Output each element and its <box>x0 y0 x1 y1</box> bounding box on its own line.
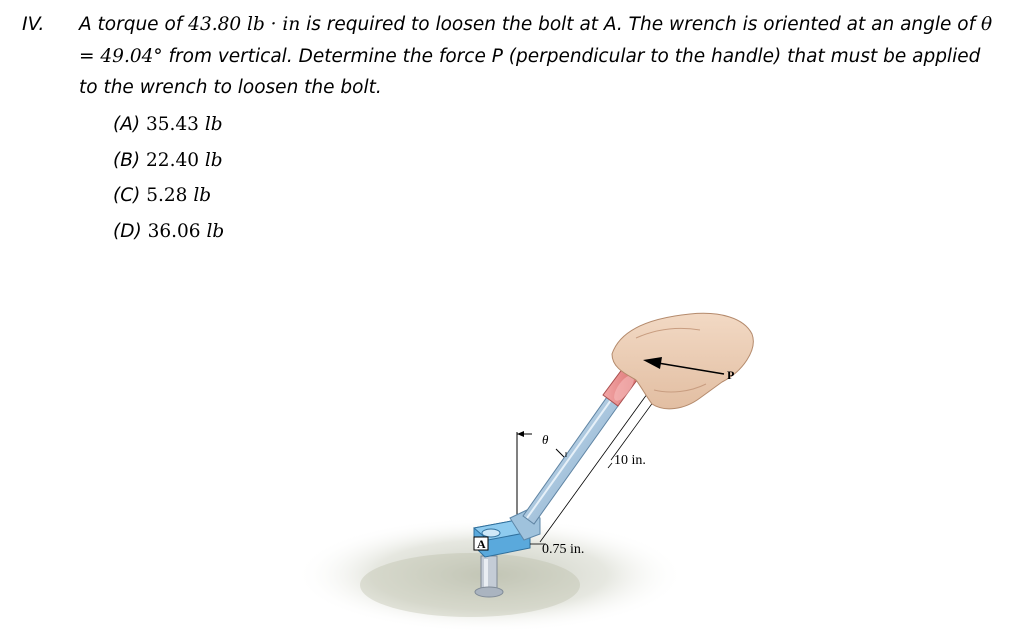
force-label: P <box>727 368 735 382</box>
question-number: IV. <box>22 13 45 35</box>
point-a-label: A <box>477 537 486 551</box>
choice-label: (D) <box>113 220 142 242</box>
theta-symbol: θ <box>981 14 993 35</box>
wrench-figure <box>290 290 770 635</box>
choice-unit: lb <box>204 149 223 171</box>
answer-choices <box>113 111 224 253</box>
choice-unit: lb <box>204 114 223 135</box>
handle-length-label: 10 in. <box>614 453 646 468</box>
choice-d[interactable] <box>113 218 224 254</box>
torque-value: 43.80 <box>188 14 242 35</box>
floor-shadow-inner <box>360 553 580 617</box>
torque-unit: lb · in <box>247 14 301 35</box>
reference-arrowhead <box>517 431 524 437</box>
hand <box>612 313 753 408</box>
choice-b[interactable] <box>113 147 224 183</box>
choice-unit: lb <box>206 220 225 242</box>
choice-value: 36.06 <box>147 220 201 242</box>
equals-sign: = <box>79 45 95 67</box>
choice-a[interactable] <box>113 111 224 147</box>
choice-value: 22.40 <box>146 149 199 171</box>
choice-c[interactable] <box>113 182 224 218</box>
angle-value: 49.04° <box>100 45 163 67</box>
question-text-part-2: is required to loosen the bolt at A. The wrench is oriented at an angle of <box>300 14 982 35</box>
choice-value: 35.43 <box>145 114 199 135</box>
choice-label: (C) <box>113 185 141 206</box>
question-text <box>79 9 1004 104</box>
question-text-part-1: A torque of <box>79 14 189 35</box>
offset-length-label: 0.75 in. <box>542 542 585 557</box>
angle-label: θ <box>542 432 549 447</box>
choice-value: 5.28 <box>146 185 188 206</box>
choice-label: (A) <box>113 114 141 135</box>
choice-unit: lb <box>193 185 212 206</box>
wrench-diagram <box>290 290 770 635</box>
question-text-part-3: from vertical. Determine the force P (perpendicular to the handle) that must be applied to the wrench to loosen the bolt. <box>79 45 981 98</box>
choice-label: (B) <box>113 149 141 171</box>
